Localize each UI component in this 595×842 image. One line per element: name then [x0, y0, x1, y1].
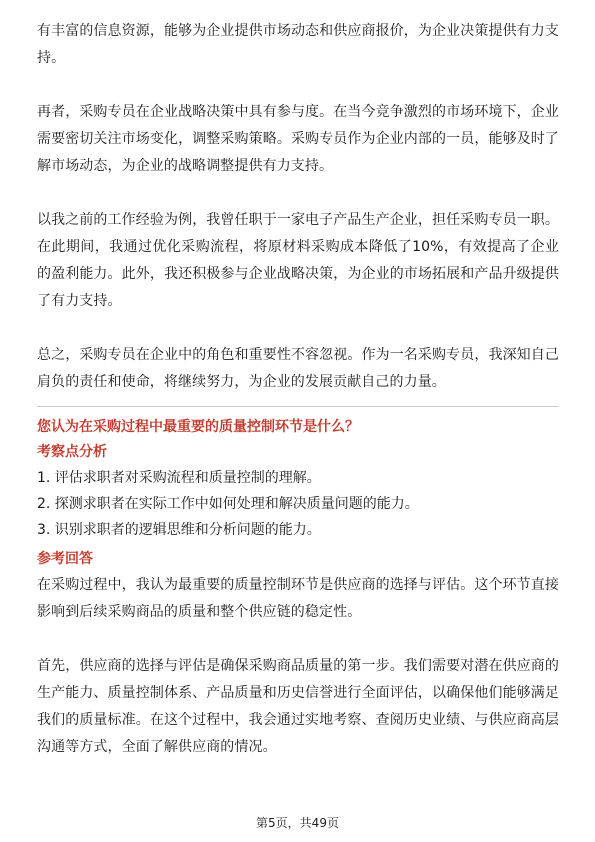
- interview-question: 您认为在采购过程中最重要的质量控制环节是什么？: [37, 419, 359, 435]
- paragraph-conclusion: 总之，采购专员在企业中的角色和重要性不容忽视。作为一名采购专员，我深知自己肩负的责任和使命，将继续努力，为企业的发展贡献自己的力量。: [37, 347, 559, 390]
- analysis-item: 2. 探测求职者在实际工作中如何处理和解决质量问题的能力。: [37, 496, 419, 512]
- analysis-title: 考察点分析: [37, 444, 107, 460]
- answer-title: 参考回答: [37, 551, 93, 567]
- analysis-item: 3. 识别求职者的逻辑思维和分析问题的能力。: [37, 522, 321, 538]
- paragraph-info-resources: 有丰富的信息资源，能够为企业提供市场动态和供应商报价，为企业决策提供有力支持。: [37, 23, 559, 66]
- page-number: 第5页，共49页: [256, 816, 339, 830]
- answer-paragraph: 首先，供应商的选择与评估是确保采购商品质量的第一步。我们需要对潜在供应商的生产能力、质量控制体系、产品质量和历史信誉进行全面评估，以确保他们能够满足我们的质量标准。在这个过程中，我会通过实地考察、查阅历史业绩、与供应商高层沟通等方式，全面了解供应商的情况。: [37, 658, 559, 755]
- section-divider: [37, 406, 559, 407]
- answer-paragraph: 在采购过程中，我认为最重要的质量控制环节是供应商的选择与评估。这个环节直接影响到后续采购商品的质量和整个供应链的稳定性。: [37, 577, 559, 620]
- paragraph-work-experience: 以我之前的工作经验为例，我曾任职于一家电子产品生产企业，担任采购专员一职。在此期间，我通过优化采购流程，将原材料采购成本降低了10%，有效提高了企业的盈利能力。此外，我还积极参与企业战略决策，为企业的市场拓展和产品升级提供了有力支持。: [37, 212, 559, 309]
- document-page: [37, 18, 559, 761]
- analysis-item: 1. 评估求职者对采购流程和质量控制的理解。: [37, 470, 321, 486]
- paragraph-strategy-participation: 再者，采购专员在企业战略决策中具有参与度。在当今竞争激烈的市场环境下，企业需要密切关注市场变化，调整采购策略。采购专员作为企业内部的一员，能够及时了解市场动态，为企业的战略调整提供有力支持。: [37, 104, 559, 174]
